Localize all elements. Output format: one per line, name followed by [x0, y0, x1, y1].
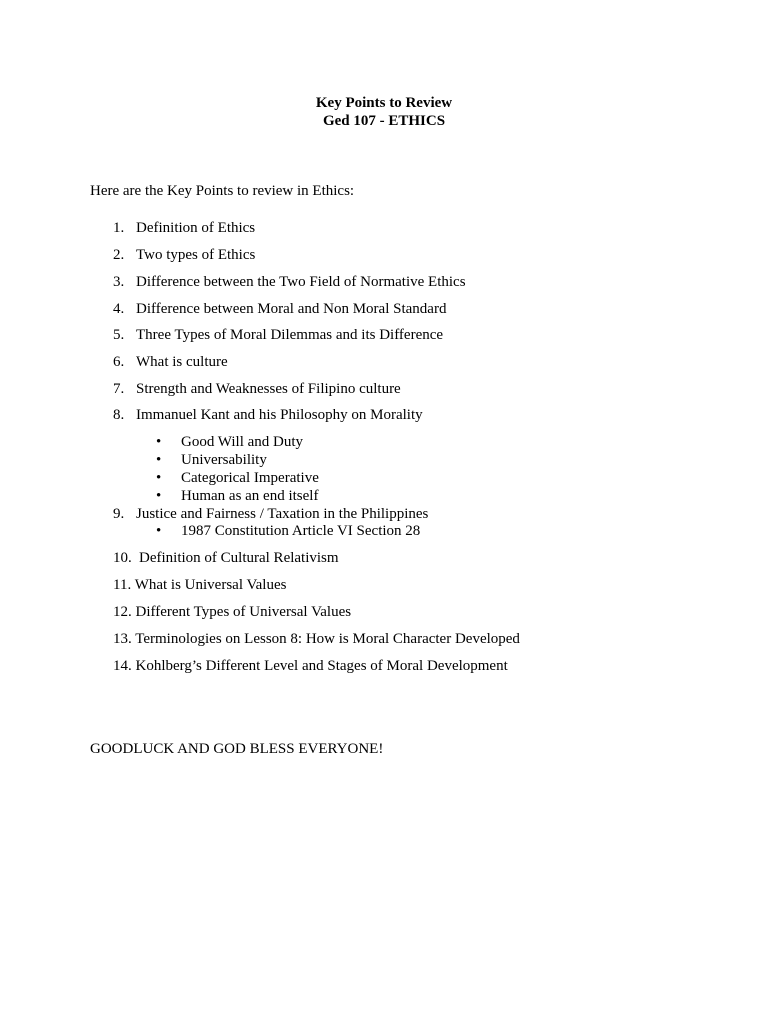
item-number: 8.	[113, 407, 125, 423]
item-number: 9.	[113, 506, 125, 522]
list-item	[113, 657, 508, 675]
item-number: 13.	[113, 631, 132, 647]
bullet-icon: •	[156, 488, 162, 504]
item-number: 4.	[113, 301, 125, 317]
bullet-icon: •	[156, 452, 162, 468]
item-text: What is culture	[136, 354, 228, 370]
list-item	[113, 406, 423, 424]
intro-paragraph: Here are the Key Points to review in Ethics:	[90, 183, 355, 199]
document-title: Key Points to Review	[315, 95, 453, 111]
sub-list-item	[156, 487, 318, 505]
item-number: 12.	[113, 604, 132, 620]
list-item	[113, 505, 428, 523]
sub-item-text: Human as an end itself	[181, 488, 319, 504]
list-item	[113, 353, 228, 371]
item-text: Strength and Weaknesses of Filipino culture	[136, 381, 401, 397]
item-text: Immanuel Kant and his Philosophy on Morality	[136, 407, 423, 423]
item-text: Definition of Ethics	[136, 220, 256, 236]
sub-item-text: Universability	[181, 452, 267, 468]
item-number: 10.	[113, 550, 132, 566]
item-number: 1.	[113, 220, 125, 236]
item-text: Two types of Ethics	[136, 247, 256, 263]
list-item	[113, 380, 401, 398]
bullet-icon: •	[156, 434, 162, 450]
item-text: Terminologies on Lesson 8: How is Moral Character Developed	[135, 631, 520, 647]
bullet-icon: •	[156, 523, 162, 539]
list-item	[113, 630, 520, 648]
item-number: 6.	[113, 354, 125, 370]
sub-list-item	[156, 433, 303, 451]
list-item	[113, 326, 443, 344]
item-text: Justice and Fairness / Taxation in the Philippines	[136, 506, 429, 522]
list-item	[113, 219, 255, 237]
item-text: Three Types of Moral Dilemmas and its Difference	[136, 327, 444, 343]
sub-item-text: Good Will and Duty	[181, 434, 304, 450]
item-number: 3.	[113, 274, 125, 290]
sub-item-text: 1987 Constitution Article VI Section 28	[181, 523, 421, 539]
document-subtitle: Ged 107 - ETHICS	[322, 113, 446, 129]
item-text: What is Universal Values	[134, 577, 287, 593]
item-number: 7.	[113, 381, 125, 397]
item-text: Difference between Moral and Non Moral Standard	[136, 301, 447, 317]
item-number: 11.	[113, 577, 132, 593]
list-item	[113, 549, 339, 567]
item-number: 2.	[113, 247, 125, 263]
list-item	[113, 273, 466, 291]
list-item	[113, 300, 446, 318]
list-item	[113, 246, 255, 264]
sub-item-text: Categorical Imperative	[181, 470, 319, 486]
list-item	[113, 576, 286, 594]
item-number: 14.	[113, 658, 132, 674]
item-text: Different Types of Universal Values	[135, 604, 352, 620]
item-text: Difference between the Two Field of Normative Ethics	[136, 274, 466, 290]
item-number: 5.	[113, 327, 125, 343]
list-item	[113, 603, 351, 621]
item-text: Kohlberg’s Different Level and Stages of Moral Development	[135, 658, 508, 674]
closing-remark: GOODLUCK AND GOD BLESS EVERYONE!	[90, 741, 384, 757]
document-header	[0, 94, 768, 130]
bullet-icon: •	[156, 470, 162, 486]
sub-list-item	[156, 522, 420, 540]
sub-list-item	[156, 451, 267, 469]
item-text: Definition of Cultural Relativism	[139, 550, 339, 566]
sub-list-item	[156, 469, 319, 487]
